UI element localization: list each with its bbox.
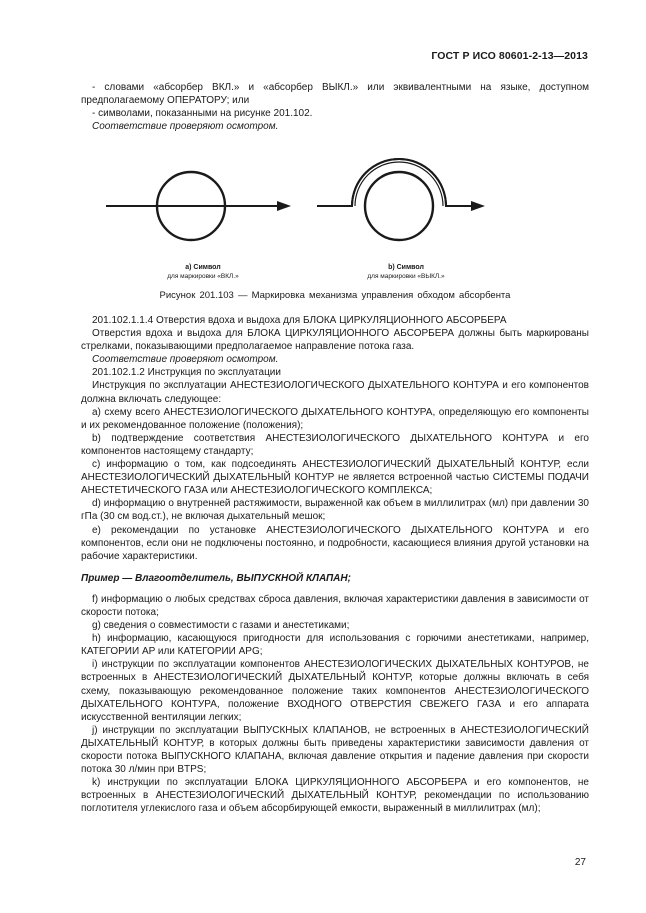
document-header: ГОСТ Р ИСО 80601-2-13—2013 [431, 50, 588, 62]
list-item-k: k) инструкции по эксплуатации БЛОКА ЦИРКУЛЯЦИОННОГО АБСОРБЕРА и его компонентов, не встроенных в АНЕСТЕЗИОЛОГИЧЕСКИЙ ДЫХАТЕЛЬНЫЙ КОНТУР, рекомендации по использованию поглотителя углекислого газа и объем абсорбирующей емкости, выраженный в миллилитрах (мл); [81, 777, 589, 815]
list-item-i: i) инструкции по эксплуатации компонентов АНЕСТЕЗИОЛОГИЧЕСКИХ ДЫХАТЕЛЬНЫХ КОНТУРОВ, не встроенных в АНЕСТЕЗИОЛОГИЧЕСКИЙ ДЫХАТЕЛЬНЫЙ КОНТУР, которые должны включать в себя схему, показывающую рекомендованное положение таких компонентов АНЕСТЕЗИОЛОГИЧЕСКОГО ДЫХАТЕЛЬНОГО КОНТУРА, положение ВХОДНОГО ОТВЕРСТИЯ СВЕЖЕГО ГАЗА и его аппарата искусственной вентиляции легких; [81, 659, 589, 723]
paragraph-instructions-intro: Инструкция по эксплуатации АНЕСТЕЗИОЛОГИЧЕСКОГО ДЫХАТЕЛЬНОГО КОНТУРА и его компонентов должна включать следующее: [81, 380, 589, 405]
list-item-c: c) информацию о том, как подсоединять АНЕСТЕЗИОЛОГИЧЕСКИЙ ДЫХАТЕЛЬНЫЙ КОНТУР, если АНЕСТЕЗИОЛОГИЧЕСКИЙ ДЫХАТЕЛЬНЫЙ КОНТУР не является встроенной частью СИСТЕМЫ ПОДАЧИ АНЕСТЕТИЧЕСКОГО ГАЗА или АНЕСТЕЗИОЛОГИЧЕСКОГО КОМПЛЕКСА; [81, 459, 589, 497]
list-item-h: h) информацию, касающуюся пригодности для использования с горючими анестетиками, например, КАТЕГОРИИ AP или КАТЕГОРИИ APG; [81, 633, 589, 658]
paragraph-ports: Отверстия вдоха и выдоха для БЛОКА ЦИРКУЛЯЦИОННОГО АБСОРБЕРА должны быть маркированы стрелками, показывающими предполагаемое направление потока газа. [81, 328, 589, 353]
symbol-on-drawing [106, 172, 291, 240]
list-item-j: j) инструкции по эксплуатации ВЫПУСКНЫХ КЛАПАНОВ, не встроенных в АНЕСТЕЗИОЛОГИЧЕСКИЙ ДЫХАТЕЛЬНЫЙ КОНТУР, в которых должны быть приведены характеристики зависимости давления от скорости потока ВЫПУСКНОГО КЛАПАНА, включая давление открытия и падение давления при скорости потока 30 л/мин при BTPS; [81, 724, 589, 776]
figure-caption: Рисунок 201.103 — Маркировка механизма управления обходом абсорбента [159, 290, 511, 301]
main-text [81, 314, 589, 815]
paragraph-compliance: Соответствие проверяют осмотром. [92, 354, 279, 366]
figure-symbols [81, 157, 589, 307]
list-item-g: g) сведения о совместимости с газами и анестетиками; [92, 620, 350, 632]
example-note: Пример — Влагоотделитель, ВЫПУСКНОЙ КЛАПАН; [81, 572, 351, 584]
page-number: 27 [574, 857, 586, 868]
list-item-d: d) информацию о внутренней растяжимости, выраженной как объем в миллилитрах (мл) при давлении 30 гПа (30 см вод.ст.), не включая дыхательный мешок; [81, 498, 589, 523]
symbol-off-drawing [317, 159, 485, 240]
symbol-off-caption: b) Символ для маркировки «ВЫКЛ.» [367, 264, 445, 280]
section-heading-ports: 201.102.1.1.4 Отверстия вдоха и выдоха для БЛОКА ЦИРКУЛЯЦИОННОГО АБСОРБЕРА [92, 315, 507, 326]
list-item-e: e) рекомендации по установке АНЕСТЕЗИОЛОГИЧЕСКОГО ДЫХАТЕЛЬНОГО КОНТУРА и его компонентов, если они не подключены постоянно, и подробности, касающиеся влияния другой установки на рабочие характеристики. [81, 524, 589, 562]
intro-block [81, 81, 589, 133]
intro-compliance-note: Соответствие проверяют осмотром. [92, 121, 279, 133]
list-item-b: b) подтверждение соответствия АНЕСТЕЗИОЛОГИЧЕСКОГО ДЫХАТЕЛЬНОГО КОНТУРА и его компонентов настоящему стандарту; [81, 432, 589, 457]
intro-line-words: - словами «абсорбер ВКЛ.» и «абсорбер ВЫКЛ.» или эквивалентными на языке, доступном предполагаемому ОПЕРАТОРУ; или [81, 82, 589, 107]
symbol-on-caption: a) Символ для маркировки «ВКЛ.» [167, 264, 239, 280]
intro-line-symbols: - символами, показанными на рисунке 201.102. [92, 108, 313, 120]
section-heading-instructions: 201.102.1.2 Инструкция по эксплуатации [92, 367, 281, 379]
list-item-f: f) информацию о любых средствах сброса давления, включая характеристики давления в зависимости от скорости потока; [81, 593, 589, 618]
list-item-a: a) схему всего АНЕСТЕЗИОЛОГИЧЕСКОГО ДЫХАТЕЛЬНОГО КОНТУРА, определяющую его компоненты и их рекомендованное положение (положения); [81, 406, 589, 431]
